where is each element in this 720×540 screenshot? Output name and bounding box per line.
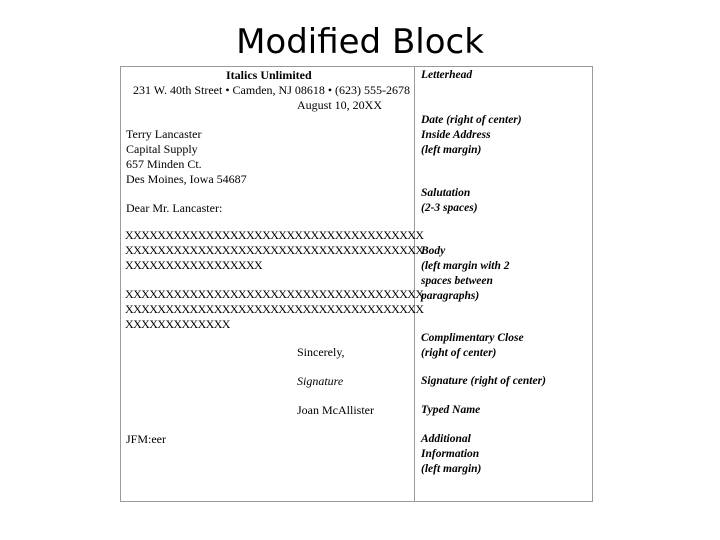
- label-signature: Signature (right of center): [421, 375, 546, 387]
- slide-title: Modified Block: [236, 22, 484, 62]
- label-date: Date (right of center): [421, 114, 522, 126]
- inside-address-line: Capital Supply: [126, 142, 198, 156]
- label-information: Information: [421, 448, 480, 460]
- label-body-line: paragraphs): [421, 290, 480, 302]
- label-close-position: (right of center): [421, 347, 497, 359]
- label-typed-name: Typed Name: [421, 404, 481, 416]
- body-line: XXXXXXXXXXXXXXXXXXXXXXXXXXXXXXXXXXXXX: [125, 243, 424, 257]
- reference-initials: JFM:eer: [126, 432, 166, 446]
- label-salutation-spacing: (2-3 spaces): [421, 202, 478, 214]
- typed-name: Joan McAllister: [297, 403, 374, 417]
- body-line: XXXXXXXXXXXXX: [125, 317, 230, 331]
- column-divider: [414, 66, 415, 502]
- complimentary-close: Sincerely,: [297, 345, 345, 359]
- label-inside-address: Inside Address: [421, 129, 491, 141]
- label-letterhead: Letterhead: [421, 69, 473, 81]
- label-salutation: Salutation: [421, 187, 471, 199]
- inside-address-line: Des Moines, Iowa 54687: [126, 172, 247, 186]
- body-line: XXXXXXXXXXXXXXXXX: [125, 258, 263, 272]
- company-name: Italics Unlimited: [226, 68, 312, 82]
- label-body: Body: [421, 245, 446, 257]
- label-inside-address-margin: (left margin): [421, 144, 482, 156]
- body-line: XXXXXXXXXXXXXXXXXXXXXXXXXXXXXXXXXXXXX: [125, 287, 424, 301]
- letter-date: August 10, 20XX: [297, 98, 383, 112]
- label-complimentary-close: Complimentary Close: [421, 332, 524, 344]
- label-body-line: spaces between: [421, 275, 493, 287]
- body-line: XXXXXXXXXXXXXXXXXXXXXXXXXXXXXXXXXXXXX: [125, 302, 424, 316]
- label-body-line: (left margin with 2: [421, 260, 510, 272]
- body-line: XXXXXXXXXXXXXXXXXXXXXXXXXXXXXXXXXXXXX: [125, 228, 424, 242]
- company-address: 231 W. 40th Street • Camden, NJ 08618 • (623) 555-2678: [133, 83, 411, 97]
- signature: Signature: [297, 374, 344, 388]
- salutation: Dear Mr. Lancaster:: [126, 201, 223, 215]
- label-additional-margin: (left margin): [421, 463, 482, 475]
- label-additional: Additional: [421, 433, 471, 445]
- inside-address-line: 657 Minden Ct.: [126, 157, 202, 171]
- inside-address-line: Terry Lancaster: [126, 127, 202, 141]
